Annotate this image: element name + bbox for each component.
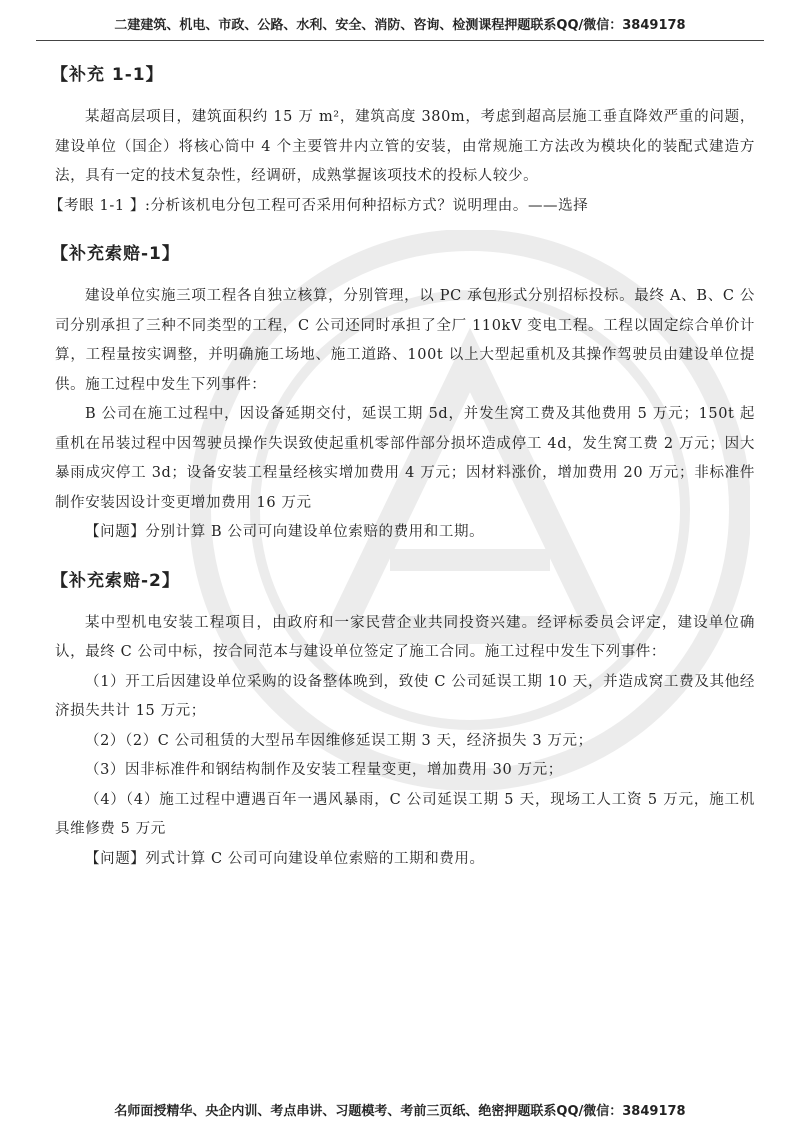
paragraph: （3）因非标准件和钢结构制作及安装工程量变更，增加费用 30 万元；: [85, 762, 563, 778]
section-title: 【补充索赔-2】: [51, 570, 180, 591]
paragraph: 建设单位实施三项工程各自独立核算，分别管理，以 PC 承包形式分别招标投标。最终 A、B、C 公司分别承担了三种不同类型的工程，C 公司还同时承担了全厂 110kV 变电工程。工程以固定综合单价计算，工程量按实调整，并明确施工场地、施工道路、100t 以上大型起重机及其操作驾驶员由建设单位提供。施工过程中发生下列事件：: [55, 288, 755, 393]
page-header: [36, 0, 764, 41]
paragraph: （2）（2）C 公司租赁的大型吊车因维修延误工期 3 天，经济损失 3 万元；: [85, 732, 593, 749]
question: 【考眼 1-1 】:分析该机电分包工程可否采用何种招标方式？说明理由。——选择: [49, 197, 589, 214]
paragraph: 某超高层项目，建筑面积约 15 万 m²，建筑高度 380m，考虑到超高层施工垂直降效严重的问题，建设单位（国企）将核心筒中 4 个主要管井内立管的安装，由常规施工方法改为模块化的装配式建造方法，具有一定的技术复杂性，经调研，成熟掌握该项技术的投标人较少。: [55, 109, 755, 184]
page-footer: 名师面授精华、央企内训、考点串讲、习题模考、考前三页纸、绝密押题联系QQ/微信：3849178: [114, 1104, 686, 1119]
section-title: 【补充 1-1】: [51, 65, 164, 85]
paragraph: （1）开工后因建设单位采购的设备整体晚到，致使 C 公司延误工期 10 天，并造成窝工费及其他经济损失共计 15 万元；: [55, 673, 755, 719]
document-body: [49, 52, 755, 874]
paragraph: 某中型机电安装工程项目，由政府和一家民营企业共同投资兴建。经评标委员会评定，建设单位确认，最终 C 公司中标，按合同范本与建设单位签定了施工合同。施工过程中发生下列事件：: [55, 614, 755, 660]
question: 【问题】分别计算 B 公司可向建设单位索赔的费用和工期。: [85, 524, 485, 540]
paragraph: （4）（4）施工过程中遭遇百年一遇风暴雨，C 公司延误工期 5 天，现场工人工资 5 万元，施工机具维修费 5 万元: [55, 791, 755, 837]
header-text: 二建建筑、机电、市政、公路、水利、安全、消防、咨询、检测课程押题联系QQ/微信：3849178: [114, 18, 686, 33]
question: 【问题】列式计算 C 公司可向建设单位索赔的工期和费用。: [85, 850, 485, 867]
section-title: 【补充索赔-1】: [51, 244, 180, 264]
paragraph: B 公司在施工过程中，因设备延期交付，延误工期 5d，并发生窝工费及其他费用 5 万元；150t 起重机在吊装过程中因驾驶员操作失误致使起重机零部件部分损坏造成停工 4d，发生窝工费 2 万元；因大暴雨成灾停工 3d；设备安装工程量经核实增加费用 4 万元；因材料涨价，增加费用 20 万元；非标准件制作安装因设计变更增加费用 16 万元: [55, 406, 755, 511]
